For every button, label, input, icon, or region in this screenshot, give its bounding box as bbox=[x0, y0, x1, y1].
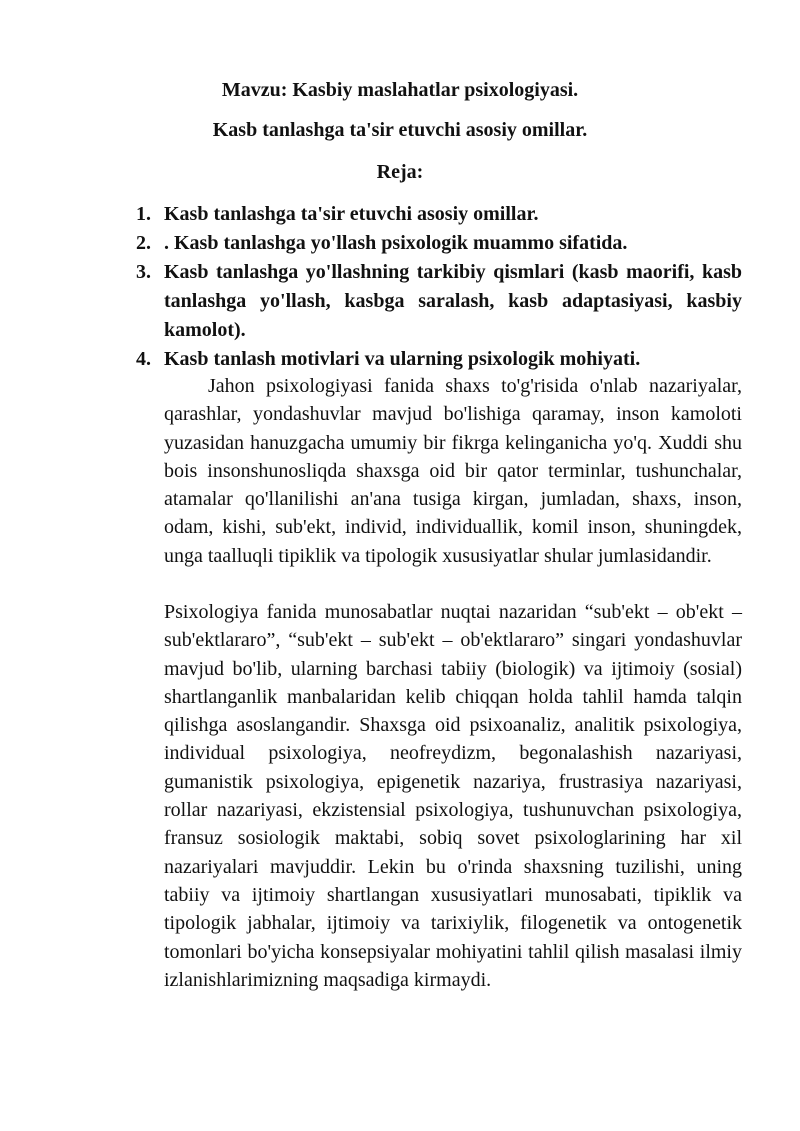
plan-list bbox=[136, 200, 742, 374]
plan-heading: Reja: bbox=[376, 161, 424, 183]
body-paragraph: Jahon psixologiyasi fanida shaxs to'g'risida o'nlab nazariyalar, qarashlar, yondashuvlar mavjud bo'lishiga qaramay, inson kamoloti yuzasidan hanuzgacha umumiy bir fikrga kelinganicha yo'q. Xuddi shu bois insonshunosliqda shaxsga oid bir qator terminlar, tushunchalar, atamalar qo'llanilishi an'ana tusiga kirgan, jumladan, shaxs, inson, odam, kishi, sub'ekt, individ, individuallik, komil inson, shuningdek, unga taalluqli tipiklik va tipologik xususiyatlar shular jumlasidandir. bbox=[164, 375, 742, 567]
plan-item bbox=[136, 200, 742, 229]
plan-item-text: . Kasb tanlashga yo'llash psixologik muammo sifatida. bbox=[164, 232, 628, 254]
plan-item bbox=[136, 229, 742, 258]
plan-item bbox=[136, 258, 742, 345]
plan-item-text: Kasb tanlashga yo'llashning tarkibiy qismlari (kasb maorifi, kasb tanlashga yo'llash, kasbga saralash, kasb adaptasiyasi, kasbiy kamolot). bbox=[164, 261, 742, 341]
document-title: Mavzu: Kasbiy maslahatlar psixologiyasi. bbox=[221, 79, 579, 101]
document-subtitle: Kasb tanlashga ta'sir etuvchi asosiy omillar. bbox=[212, 119, 588, 141]
plan-item-number: 1. bbox=[136, 203, 151, 225]
plan-item-number: 4. bbox=[136, 348, 151, 370]
plan-item-text: Kasb tanlash motivlari va ularning psixologik mohiyati. bbox=[164, 348, 641, 370]
plan-item-number: 3. bbox=[136, 261, 151, 283]
plan-item-text: Kasb tanlashga ta'sir etuvchi asosiy omillar. bbox=[164, 203, 539, 225]
plan-item bbox=[136, 345, 742, 374]
body-paragraph: Psixologiya fanida munosabatlar nuqtai nazaridan “sub'ekt – ob'ekt – sub'ektlararo”, “sub'ekt – sub'ekt – ob'ektlararo” singari yondashuvlar mavjud bo'lib, ularning barchasi tabiiy (biologik) va ijtimoiy (sosial) shartlanganlik manbalaridan kelib chiqqan holda tahlil hamda talqin qilishga asoslangandir. Shaxsga oid psixoanaliz, analitik psixologiya, individual psixologiya, neofreydizm, begonalashish nazariyasi, gumanistik psixologiya, epigenetik nazariya, frustrasiya nazariyasi, rollar nazariyasi, ekzistensial psixologiya, tushunuvchan psixologiya, fransuz sosiologik maktabi, sobiq sovet psixologlarining har xil nazariyalari mavjuddir. Lekin bu o'rinda shaxsning tuzilishi, uning tabiiy va ijtimoiy shartlangan xususiyatlari munosabati, tipiklik va tipologik jabhalar, ijtimoiy va tarixiylik, filogenetik va ontogenetik tomonlari bo'yicha konsepsiyalar mohiyatini tahlil qilish masalasi ilmiy izlanishlarimizning maqsadiga kirmaydi. bbox=[164, 601, 742, 991]
plan-item-number: 2. bbox=[136, 232, 151, 254]
